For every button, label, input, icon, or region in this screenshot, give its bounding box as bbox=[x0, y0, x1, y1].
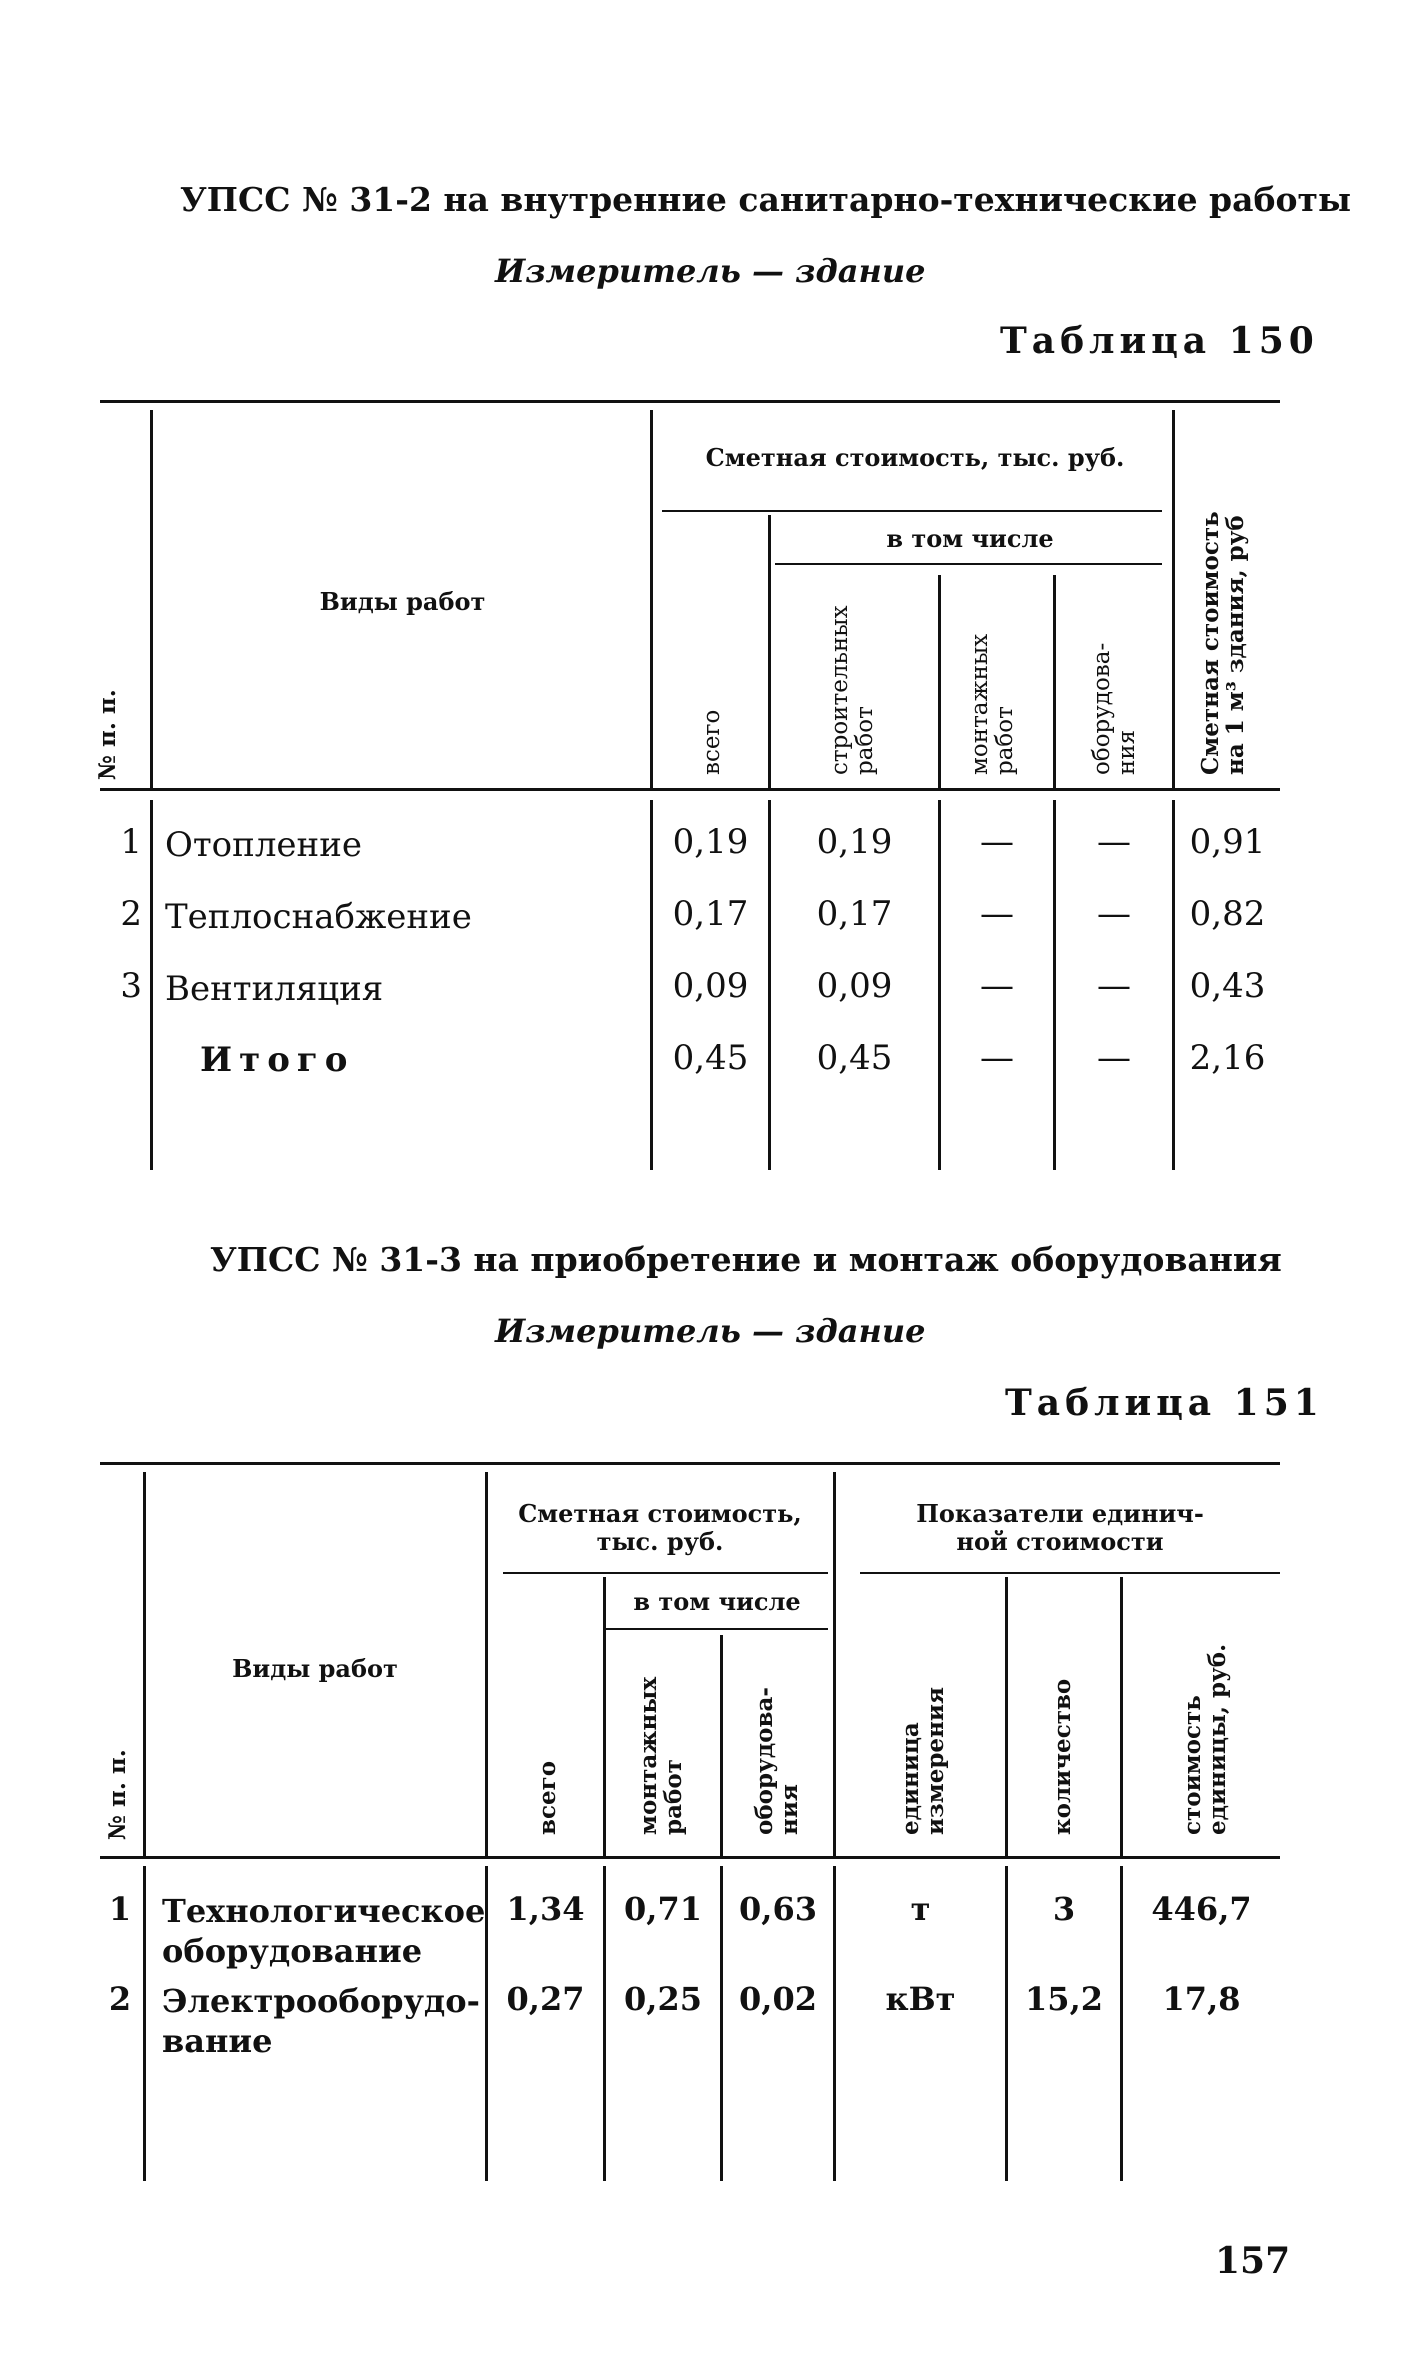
table150-header-cost-per-m3-line2: на 1 м³ здания, руб bbox=[1222, 515, 1250, 775]
row-equipment: — bbox=[1097, 1038, 1131, 1078]
row-num: 2 bbox=[108, 1980, 132, 2018]
table151-header-kind: Виды работ bbox=[232, 1654, 398, 1683]
row-equipment: — bbox=[1097, 966, 1131, 1006]
table150-header-equipment: оборудова-ния bbox=[1089, 642, 1141, 775]
table150-header-estimated-cost: Сметная стоимость, тыс. руб. bbox=[705, 443, 1125, 472]
table151-header-total: всего bbox=[534, 1760, 561, 1835]
row-kind: Вентиляция bbox=[165, 969, 384, 1009]
row-unit-cost: 17,8 bbox=[1162, 1980, 1241, 2018]
row-total: 0,19 bbox=[672, 822, 749, 862]
table151-header-unit-indicators bbox=[840, 1500, 1280, 1555]
table150-label: Таблица 150 bbox=[1000, 320, 1319, 362]
row-construction: 0,19 bbox=[816, 822, 893, 862]
row-equipment: 0,63 bbox=[739, 1890, 817, 1928]
table150-header-kind: Виды работ bbox=[319, 587, 486, 616]
table150-header-installation: монтажных работ bbox=[967, 633, 1019, 775]
page-number: 157 bbox=[1215, 2240, 1291, 2282]
table151-header-unit-indicators-line1: Показатели единич- bbox=[916, 1499, 1204, 1528]
row-equipment: — bbox=[1097, 822, 1131, 862]
row-installation: — bbox=[980, 894, 1014, 934]
table151-header-equipment: оборудова-ния bbox=[751, 1687, 804, 1835]
row-num: 3 bbox=[120, 966, 142, 1006]
row-num: 1 bbox=[120, 822, 142, 862]
row-total: 1,34 bbox=[506, 1890, 585, 1928]
row-unit: т bbox=[910, 1890, 931, 1928]
table150-header-construction: строительных работ bbox=[827, 605, 879, 775]
row-total: 0,45 bbox=[672, 1038, 749, 1078]
row-construction: 0,17 bbox=[816, 894, 893, 934]
row-equipment: — bbox=[1097, 894, 1131, 934]
row-quantity: 15,2 bbox=[1025, 1980, 1103, 2018]
row-installation: 0,25 bbox=[624, 1980, 702, 2018]
table151-header-estimated-cost bbox=[490, 1500, 830, 1555]
table150-title: УПСС № 31-2 на внутренние санитарно-технические работы bbox=[180, 180, 1352, 219]
row-per-m3: 0,82 bbox=[1189, 894, 1266, 934]
row-total: 0,27 bbox=[506, 1980, 585, 2018]
table151-header-num: № п. п. bbox=[104, 1749, 131, 1840]
row-installation: — bbox=[980, 822, 1014, 862]
table150-header-cost-per-m3 bbox=[1198, 511, 1249, 775]
row-kind-line2: вание bbox=[162, 2022, 273, 2060]
row-kind: Теплоснабжение bbox=[165, 897, 472, 937]
row-num: 2 bbox=[120, 894, 142, 934]
row-kind-line1: Электрооборудо- bbox=[162, 1982, 480, 2020]
row-kind-line1: Технологическое bbox=[162, 1892, 486, 1930]
row-num: 1 bbox=[108, 1890, 132, 1928]
table151-header-unit-indicators-line2: ной стоимости bbox=[956, 1526, 1164, 1556]
row-construction: 0,45 bbox=[816, 1038, 893, 1078]
row-per-m3: 0,43 bbox=[1189, 966, 1266, 1006]
row-installation: — bbox=[980, 1038, 1014, 1078]
row-unit-cost: 446,7 bbox=[1151, 1890, 1252, 1928]
table151-header-unit-cost: стоимость единицы, руб. bbox=[1179, 1643, 1232, 1835]
table151-meter: Измеритель — здание bbox=[495, 1312, 926, 1350]
row-installation: — bbox=[980, 966, 1014, 1006]
table151-header-quantity: количество bbox=[1049, 1678, 1076, 1835]
row-quantity: 3 bbox=[1052, 1890, 1076, 1928]
table150-header-total: всего bbox=[699, 709, 725, 775]
table150-header-cost-per-m3-line1: Сметная стоимость bbox=[1197, 511, 1224, 775]
row-installation: 0,71 bbox=[624, 1890, 702, 1928]
table151-header-estimated-cost-line1: Сметная стоимость, bbox=[518, 1499, 802, 1528]
row-kind: Отопление bbox=[165, 825, 362, 865]
table151-header-including: в том числе bbox=[633, 1587, 801, 1616]
table151-title: УПСС № 31-3 на приобретение и монтаж оборудования bbox=[210, 1240, 1282, 1279]
row-kind: Итого bbox=[200, 1040, 355, 1080]
table150-header-including: в том числе bbox=[886, 524, 1054, 553]
table151-header-installation: монтажных работ bbox=[635, 1676, 688, 1835]
table151-header-unit: единица измерения bbox=[897, 1687, 950, 1835]
row-kind-line2: оборудование bbox=[162, 1932, 423, 1970]
table151-header-estimated-cost-line2: тыс. руб. bbox=[596, 1526, 724, 1556]
table151-label: Таблица 151 bbox=[1005, 1382, 1324, 1424]
row-per-m3: 2,16 bbox=[1189, 1038, 1266, 1078]
row-per-m3: 0,91 bbox=[1189, 822, 1266, 862]
row-equipment: 0,02 bbox=[739, 1980, 817, 2018]
row-total: 0,17 bbox=[672, 894, 749, 934]
table150-meter: Измеритель — здание bbox=[495, 252, 926, 290]
row-unit: кВт bbox=[885, 1980, 956, 2018]
table150-header-num: № п. п. bbox=[94, 689, 121, 780]
row-construction: 0,09 bbox=[816, 966, 893, 1006]
row-total: 0,09 bbox=[672, 966, 749, 1006]
